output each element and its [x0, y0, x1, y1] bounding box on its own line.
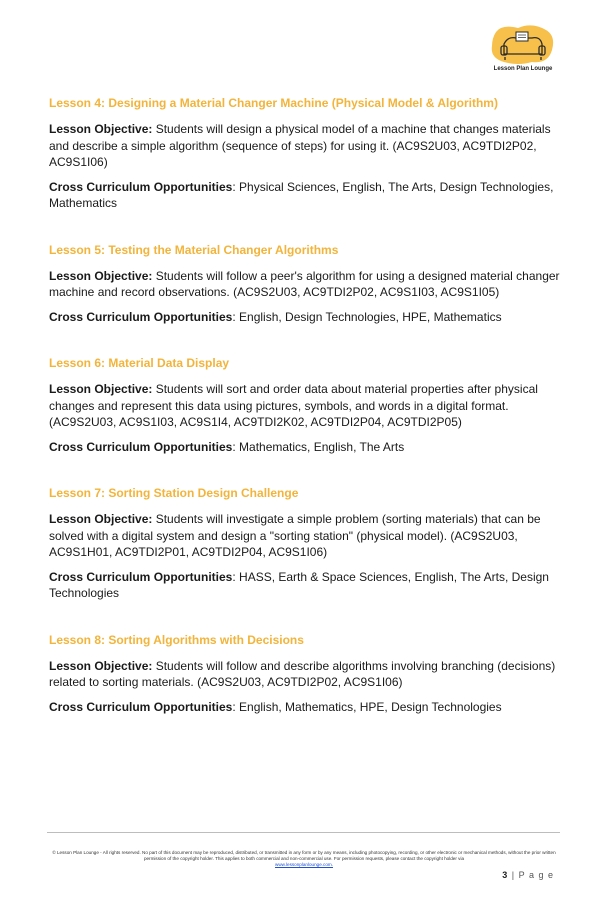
lesson-block-5 [49, 243, 561, 326]
lesson-objective [49, 381, 561, 431]
lessons-list [49, 96, 561, 723]
cross-text: : HASS, Earth & Space Sciences, English, The Arts, Design Technologies [49, 569, 549, 600]
objective-label: Lesson Objective: [49, 512, 153, 526]
objective-label: Lesson Objective: [49, 658, 153, 673]
objective-text: Students will investigate a simple problem (sorting materials) that can be solved with a digital system and design a "sorting station" (physical model). (AC9S2U03, AC9S1H01, AC9TDI2P01, AC9TDI2P04, AC9S1I06) [49, 512, 541, 559]
cross-text: : English, Mathematics, HPE, Design Technologies [232, 699, 502, 714]
cross-curriculum [49, 309, 561, 326]
lesson-objective [49, 511, 561, 561]
cross-text: : Physical Sciences, English, The Arts, Design Technologies, Mathematics [49, 179, 554, 210]
objective-text: Students will follow and describe algorithms involving branching (decisions) related to sorting materials. (AC9S2U03, AC9TDI2P02, AC9S1I06) [49, 658, 556, 689]
page-separator: | [508, 870, 519, 880]
lesson-title: Lesson 6: Material Data Display [49, 356, 230, 370]
objective-label: Lesson Objective: [49, 382, 153, 396]
brand-logo [488, 24, 558, 78]
footer-copyright [50, 850, 558, 868]
cross-text: : Mathematics, English, The Arts [232, 439, 405, 454]
page-number [502, 870, 554, 880]
lesson-block-8 [49, 633, 561, 716]
cross-label: Cross Curriculum Opportunities [49, 309, 233, 324]
sofa-logo-graphic [488, 24, 558, 68]
objective-text: Students will sort and order data about material properties after physical changes and represent this data using pictures, symbols, and words in a digital format. (AC9S2U03, AC9S1I03, AC9S1I4, AC9TDI2K02, AC9TDI2P04, AC9TDI2P05) [49, 382, 538, 429]
cross-curriculum [49, 439, 561, 456]
page-number-value: 3 [502, 870, 509, 880]
lesson-title: Lesson 5: Testing the Material Changer Algorithms [49, 242, 339, 257]
page-word: P a g e [518, 870, 554, 880]
website-link[interactable]: www.lessonplanlounge.com. [275, 862, 333, 867]
lesson-title: Lesson 7: Sorting Station Design Challenge [49, 486, 299, 500]
objective-text: Students will follow a peer's algorithm for using a designed material changer machine and record observations. (AC9S2U03, AC9TDI2P02, AC9S1I03, AC9S1I05) [49, 268, 560, 299]
logo-text: Lesson Plan Lounge [493, 66, 553, 72]
cross-text: : English, Design Technologies, HPE, Mathematics [232, 309, 502, 324]
lesson-block-7 [49, 486, 561, 602]
lesson-objective [49, 658, 561, 691]
footer-divider [47, 832, 560, 833]
objective-label: Lesson Objective: [49, 268, 153, 283]
cross-curriculum [49, 569, 561, 602]
objective-text: Students will design a physical model of a machine that changes materials and describe a simple algorithm (sequence of steps) for using it. (AC9S2U03, AC9TDI2P02, AC9S1I06) [49, 122, 551, 169]
cross-label: Cross Curriculum Opportunities [49, 439, 233, 454]
cross-label: Cross Curriculum Opportunities [49, 569, 233, 584]
cross-label: Cross Curriculum Opportunities [49, 699, 233, 714]
lesson-title: Lesson 8: Sorting Algorithms with Decisions [49, 632, 304, 647]
objective-label: Lesson Objective: [49, 122, 153, 136]
cross-curriculum [49, 699, 561, 716]
lesson-block-4 [49, 96, 561, 212]
copyright-text: © Lesson Plan Lounge - All rights reserved. No part of this document may be reproduced, distributed, or transmitted in any form or by any means, including photocopying, recording, or other electronic or mechanical methods, without the prior written permission of the copyright holder. This applies to both commercial and non-commercial use. For permission requests, please contact the copyright holder via [52, 850, 556, 861]
lesson-objective [49, 121, 561, 171]
cross-curriculum [49, 179, 561, 212]
lesson-block-6 [49, 356, 561, 455]
lesson-objective [49, 268, 561, 301]
cross-label: Cross Curriculum Opportunities [49, 179, 233, 194]
lesson-title: Lesson 4: Designing a Material Changer Machine (Physical Model & Algorithm) [49, 96, 498, 110]
